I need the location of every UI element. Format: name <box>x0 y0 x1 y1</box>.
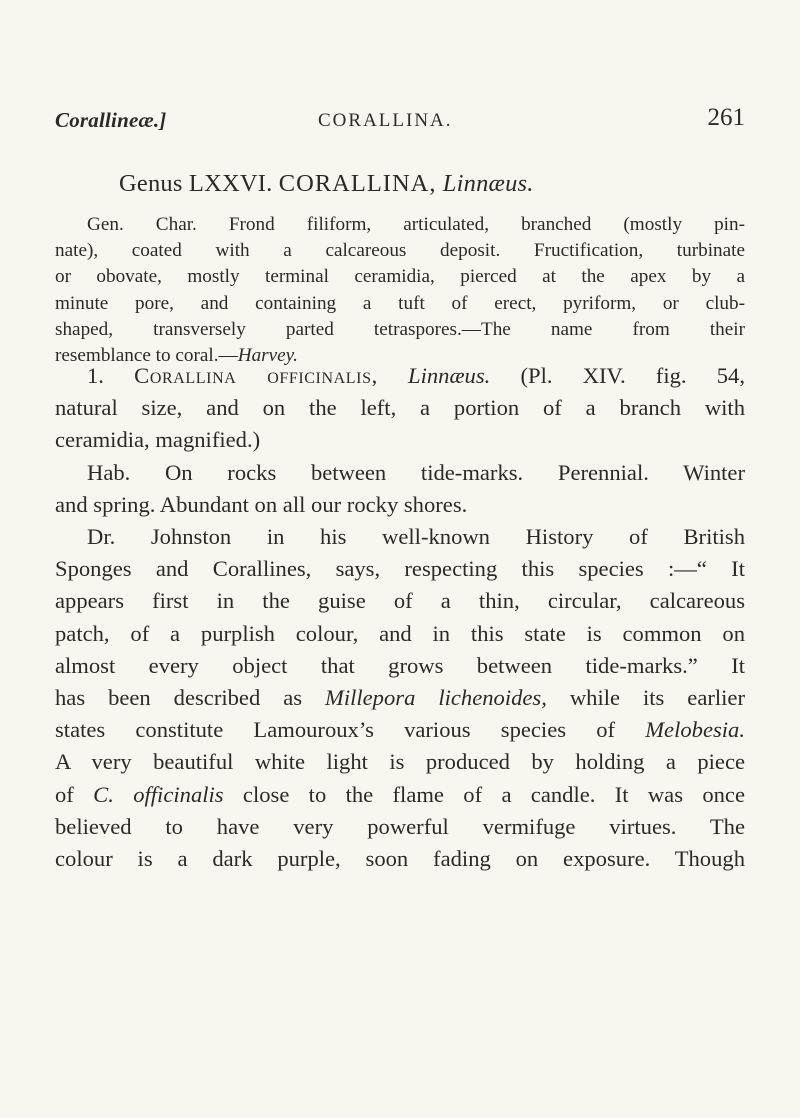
text-line <box>55 682 745 714</box>
species-name: Corallina officinalis, <box>134 363 378 388</box>
text-line: Dr. Johnston in his well-known History of British <box>87 524 745 550</box>
text-line: A very beautiful white light is produced by holding a piece <box>55 749 745 775</box>
text-line: Sponges and Corallines, says, respecting this species :—“ It <box>55 556 745 582</box>
genus-heading <box>119 170 534 198</box>
text-line: nate), coated with a calcareous deposit. Fructification, turbinate <box>55 240 745 262</box>
species-and-body-text <box>55 360 745 875</box>
text-fragment: while its earlier <box>546 685 745 711</box>
page-number: 261 <box>707 104 745 131</box>
species-heading-line <box>55 360 745 392</box>
text-line: patch, of a purplish colour, and in this state is common on <box>55 620 745 646</box>
running-head-title: CORALLINA. <box>318 110 453 131</box>
text-fragment: of <box>55 781 94 807</box>
genus-authority: Linnæus. <box>442 170 534 197</box>
text-line: ceramidia, magnified.) <box>55 427 261 453</box>
author-name: Harvey. <box>237 345 298 367</box>
running-head <box>55 104 745 142</box>
taxon-name: Millepora lichenoides, <box>325 685 547 711</box>
generic-character-paragraph <box>55 212 745 369</box>
text-fragment: resemblance to coral.— <box>55 345 238 367</box>
taxon-name: Melobesia. <box>645 717 745 743</box>
species-number: 1. <box>87 363 104 388</box>
species-authority: Linnæus. <box>408 363 491 388</box>
text-line: Gen. Char. Frond filiform, articulated, branched (mostly pin- <box>87 214 745 235</box>
text-fragment: close to the flame of a candle. It was once <box>223 781 745 807</box>
genus-name: CORALLINA, <box>278 170 437 197</box>
text-line: appears first in the guise of a thin, circular, calcareous <box>55 588 745 614</box>
plate-reference: (Pl. XIV. fig. 54, <box>520 363 745 388</box>
text-fragment: states constitute Lamouroux’s various species of <box>55 717 646 743</box>
text-line: believed to have very powerful vermifuge virtues. The <box>55 813 745 839</box>
text-line <box>55 714 745 746</box>
genus-prefix: Genus LXXVI. <box>119 170 273 197</box>
text-line: or obovate, mostly terminal ceramidia, pierced at the apex by a <box>55 266 745 288</box>
text-fragment: has been described as <box>55 685 325 711</box>
text-line: shaped, transversely parted tetraspores.—The name from their <box>55 318 745 340</box>
text-line: and spring. Abundant on all our rocky shores. <box>55 491 468 517</box>
taxon-name: C. officinalis <box>93 781 224 807</box>
text-line: natural size, and on the left, a portion of a branch with <box>55 395 745 421</box>
text-line: minute pore, and containing a tuft of erect, pyriform, or club- <box>55 292 745 314</box>
text-line: colour is a dark purple, soon fading on exposure. Though <box>55 846 745 872</box>
habitat-line: Hab. On rocks between tide-marks. Perennial. Winter <box>87 459 745 485</box>
running-head-section: Corallineæ.] <box>55 108 167 132</box>
text-line: almost every object that grows between tide-marks.” It <box>55 652 745 678</box>
text-line <box>55 779 745 811</box>
